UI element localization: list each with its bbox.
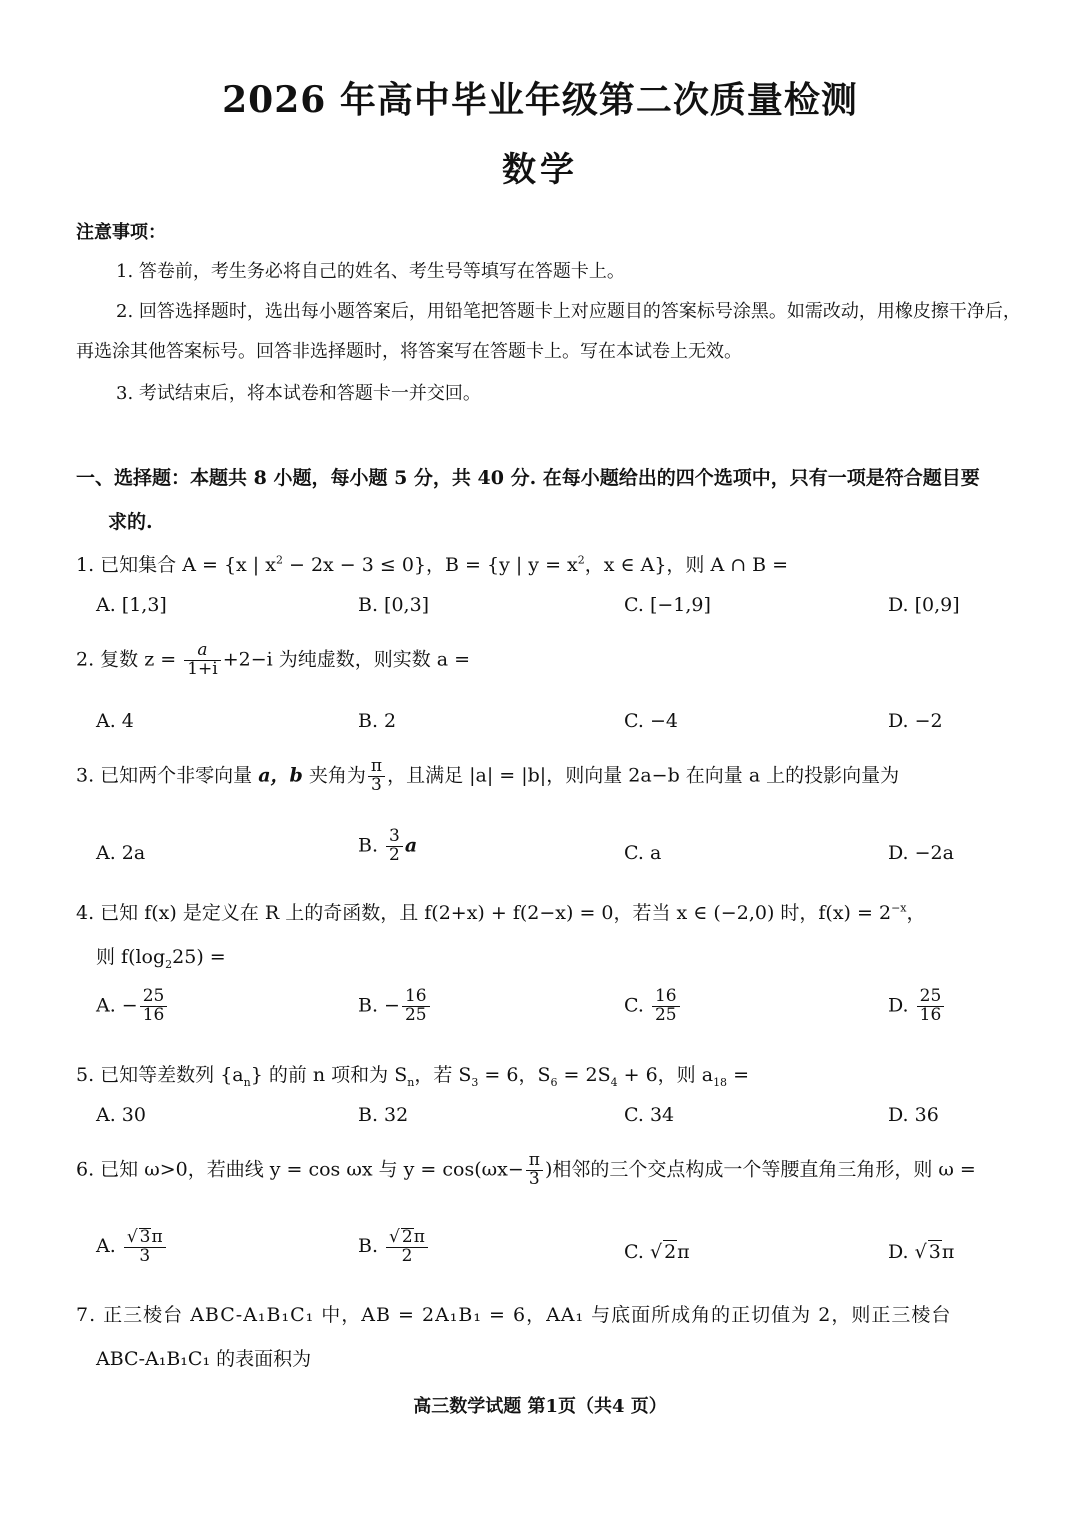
q2-label: 2. 复数 z = — [76, 648, 183, 671]
q4-option-c — [624, 988, 682, 1025]
q4-option-a-num: 25 — [140, 988, 168, 1007]
q1-set-a-end: − 2x − 3 ≤ 0} — [282, 554, 427, 576]
notice-item-1: 1. 答卷前，考生务必将自己的姓名、考生号等填写在答题卡上。 — [116, 261, 625, 282]
q4-option-a-label: A. − — [96, 994, 138, 1017]
q5-option-d: D. 36 — [888, 1104, 939, 1126]
q6-option-a-num: √ 3π — [124, 1228, 166, 1248]
q4-log-base: 2 — [165, 957, 173, 971]
q3-rest: ，且满足 |a| = |b|，则向量 2a−b 在向量 a 上的投影向量为 — [387, 764, 900, 787]
q5-option-c: C. 34 — [624, 1104, 675, 1126]
q5-mid3: = 6，S — [478, 1064, 551, 1086]
q6-option-c: C. √ 2π — [624, 1241, 690, 1263]
notice-item-3: 3. 考试结束后，将本试卷和答题卡一并交回。 — [116, 383, 481, 404]
q6-option-a-den: 3 — [139, 1245, 151, 1266]
q3-option-b — [358, 828, 417, 865]
q5-option-b: B. 32 — [358, 1104, 409, 1126]
q6-option-a — [96, 1228, 168, 1266]
q3-option-b-den: 2 — [389, 844, 400, 865]
q4-option-a-den: 16 — [142, 1004, 165, 1025]
q4-option-d-num: 25 — [917, 988, 945, 1007]
q4-option-c-den: 25 — [654, 1004, 677, 1025]
q4-line1-end: ， — [906, 902, 926, 924]
q4-option-b — [358, 988, 432, 1025]
subject-title: 数学 — [502, 150, 578, 190]
question-7-line1: 7. 正三棱台 ABC-A₁B₁C₁ 中，AB = 2A₁B₁ = 6，AA₁ 与底面所成角的正切值为 2，则正三棱台 — [76, 1304, 952, 1326]
q6-paren-left: (ωx− — [474, 1158, 524, 1181]
question-2 — [76, 642, 470, 679]
q4-option-c-num: 16 — [652, 988, 680, 1007]
q6-option-b-pi: π — [413, 1227, 425, 1247]
q6-option-b-label: B. — [358, 1234, 385, 1257]
q5-mid5: + 6，则 a — [617, 1064, 714, 1086]
q6-pre: 6. 已知 ω>0，若曲线 y = cos ωx 与 y = cos — [76, 1158, 475, 1181]
section-heading-line2: 求的. — [108, 511, 153, 533]
q4-option-b-den: 25 — [404, 1004, 427, 1025]
q3-fraction — [368, 758, 385, 795]
q1-ask: ，则 A ∩ B = — [666, 554, 789, 576]
q1-label: 1. 已知集合 — [76, 554, 183, 576]
q6-num: π — [526, 1152, 543, 1171]
q3-option-c: C. a — [624, 842, 662, 864]
page-title: 2026 年高中毕业年级第二次质量检测 — [222, 79, 858, 121]
q5-sub-18: 18 — [713, 1075, 728, 1089]
q3-option-a: A. 2a — [96, 842, 146, 864]
q6-paren-right: ) — [544, 1158, 553, 1181]
q6-option-d-pi: π — [941, 1241, 955, 1263]
q1-option-b: B. [0,3] — [358, 594, 430, 616]
q6-option-b-fraction — [386, 1228, 428, 1266]
q4-line2-end: 25) = — [172, 946, 226, 968]
q1-set-b-end: ，x ∈ A} — [584, 554, 667, 576]
q1-set-b: ，B = {y | y = x — [426, 554, 578, 576]
q6-option-d-label: D. — [888, 1241, 915, 1263]
q6-option-c-radicand: 2 — [664, 1241, 677, 1263]
q2-num: a — [184, 642, 221, 661]
q6-option-b-den: 2 — [401, 1245, 413, 1266]
q4-line1: 4. 已知 f(x) 是定义在 R 上的奇函数，且 f(2+x) + f(2−x) = 0，若当 x ∈ (−2,0) 时，f(x) = 2 — [76, 902, 892, 924]
q5-option-a: A. 30 — [96, 1104, 146, 1126]
notice-heading: 注意事项： — [76, 222, 166, 243]
q6-end: 相邻的三个交点构成一个等腰直角三角形，则 ω = — [552, 1158, 976, 1181]
q4-option-d-den: 16 — [919, 1004, 942, 1025]
q6-option-d: D. √ 3π — [888, 1241, 955, 1263]
q4-option-c-fraction — [652, 988, 680, 1025]
question-6 — [76, 1152, 976, 1189]
q5-sub-3: 3 — [471, 1075, 479, 1089]
q5-sub-n: n — [243, 1075, 251, 1089]
q4-line2-pre: 则 f(log — [96, 946, 166, 968]
q5-sub-6: 6 — [550, 1075, 558, 1089]
q2-den: 1+i — [187, 658, 218, 679]
q1-option-d: D. [0,9] — [888, 594, 960, 616]
q4-option-a-fraction — [140, 988, 168, 1025]
q4-option-b-fraction — [402, 988, 430, 1025]
q3-option-d: D. −2a — [888, 842, 954, 864]
q2-rest: +2−i 为纯虚数，则实数 a = — [222, 648, 471, 671]
q6-option-a-fraction — [124, 1228, 166, 1266]
q5-end: = — [727, 1064, 750, 1086]
q6-den: 3 — [528, 1168, 540, 1189]
question-1 — [76, 550, 788, 577]
q3-option-b-fraction — [386, 828, 403, 865]
q6-option-a-label: A. — [96, 1234, 122, 1257]
question-5 — [76, 1060, 749, 1089]
q3-option-b-vec: a — [404, 834, 418, 857]
q2-option-c: C. −4 — [624, 710, 678, 732]
q1-option-c: C. [−1,9] — [624, 594, 711, 616]
q4-option-d — [888, 988, 946, 1025]
q3-vectors: a，b — [258, 764, 303, 787]
q1-set-a: A = {x | x — [182, 554, 276, 576]
section-heading-line1: 一、选择题：本题共 8 小题，每小题 5 分，共 40 分. 在每小题给出的四个选项中，只有一项是符合题目要 — [76, 467, 980, 489]
q6-fraction — [526, 1152, 543, 1189]
q2-option-d: D. −2 — [888, 710, 943, 732]
q2-option-b: B. 2 — [358, 710, 397, 732]
q1-option-a: A. [1,3] — [96, 594, 167, 616]
page-footer: 高三数学试题 第1页（共4 页） — [413, 1396, 667, 1417]
q1-exp-b: 2 — [577, 553, 585, 567]
q4-option-c-label: C. — [624, 994, 650, 1017]
q5-mid: } 的前 n 项和为 S — [250, 1064, 408, 1086]
q5-sub-sn: n — [407, 1075, 415, 1089]
q6-option-a-pi: π — [151, 1227, 163, 1247]
q6-option-a-radicand: 3 — [139, 1227, 151, 1247]
question-4-line2 — [96, 942, 226, 971]
q2-fraction — [184, 642, 221, 679]
q4-option-d-label: D. — [888, 994, 915, 1017]
q3-option-b-label: B. — [358, 834, 385, 857]
notice-item-2: 2. 回答选择题时，选出每小题答案后，用铅笔把答题卡上对应题目的答案标号涂黑。如需改动，用橡皮擦干净后，再选涂其他答案标号。回答非选择题时，将答案写在答题卡上。写在本试卷上无效。 — [76, 301, 1021, 362]
q6-option-b — [358, 1228, 430, 1266]
q3-option-b-num: 3 — [386, 828, 403, 847]
q6-option-c-label: C. — [624, 1241, 650, 1263]
q1-exp-a: 2 — [275, 553, 283, 567]
question-7-line2: ABC-A₁B₁C₁ 的表面积为 — [96, 1348, 312, 1370]
q3-num: π — [368, 758, 385, 777]
q5-sub-4: 4 — [610, 1075, 618, 1089]
q4-exp: −x — [891, 901, 907, 915]
q3-den: 3 — [371, 774, 382, 795]
q3-mid: 夹角为 — [302, 764, 366, 787]
q4-option-b-num: 16 — [402, 988, 430, 1007]
q2-option-a: A. 4 — [96, 710, 134, 732]
q5-pre: 5. 已知等差数列 {a — [76, 1064, 244, 1086]
q5-mid2: ，若 S — [414, 1064, 472, 1086]
q5-mid4: = 2S — [557, 1064, 611, 1086]
q4-option-a — [96, 988, 169, 1025]
q4-option-b-label: B. − — [358, 994, 400, 1017]
q6-option-b-radicand: 2 — [401, 1227, 413, 1247]
question-3 — [76, 758, 899, 795]
q3-label: 3. 已知两个非零向量 — [76, 764, 259, 787]
question-4 — [76, 898, 926, 925]
q6-option-b-num: √ 2π — [386, 1228, 428, 1248]
q6-option-c-pi: π — [677, 1241, 690, 1263]
q4-option-d-fraction — [917, 988, 945, 1025]
q6-option-d-radicand: 3 — [928, 1241, 941, 1263]
section-heading — [76, 456, 1036, 544]
